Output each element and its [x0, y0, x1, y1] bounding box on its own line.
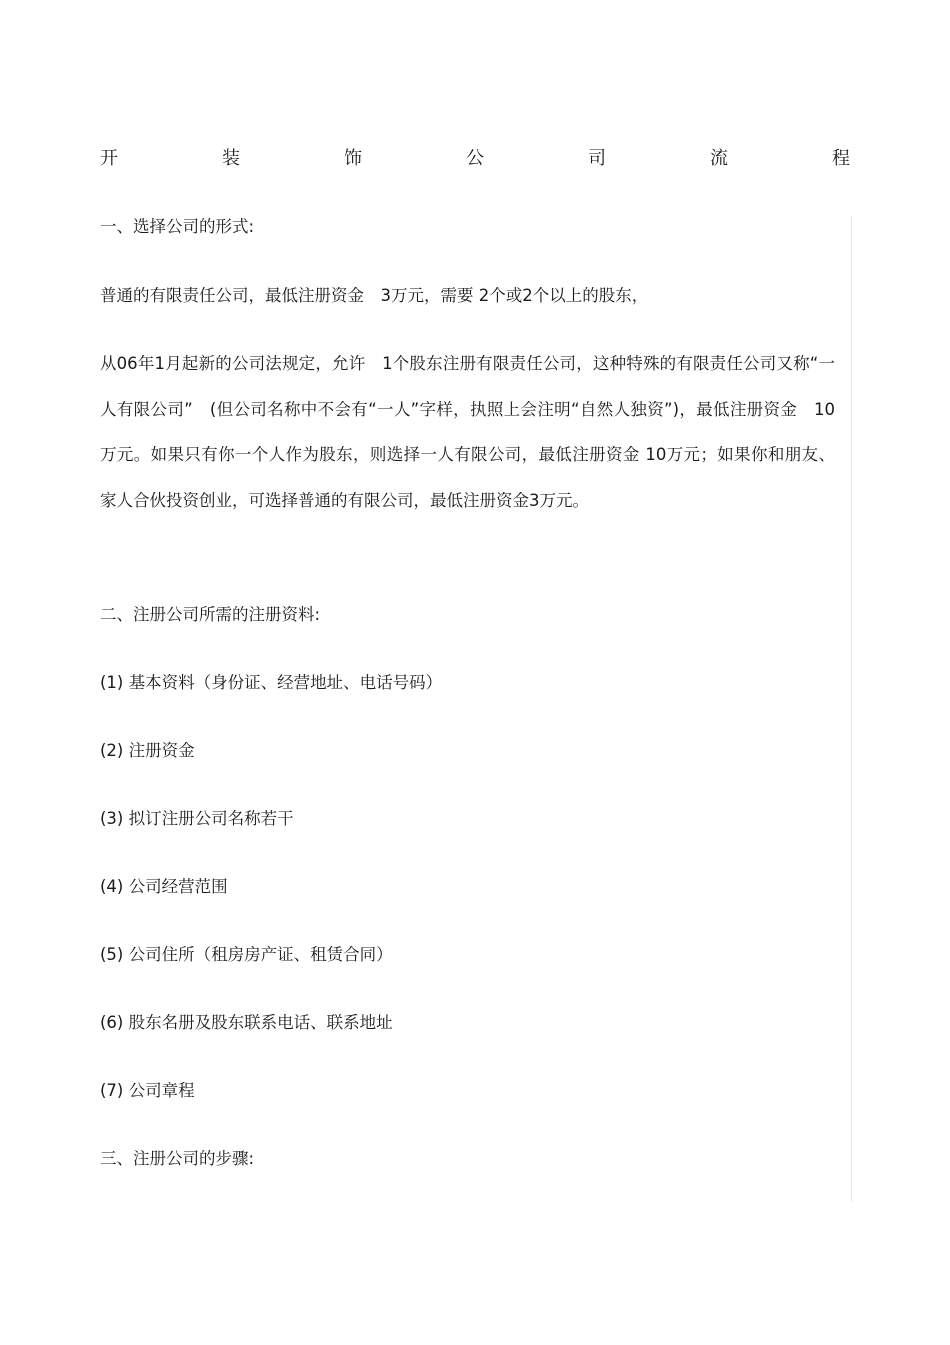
list-item: (5) 公司住所（租房房产证、租赁合同） [100, 945, 393, 964]
list-item: (1) 基本资料（身份证、经营地址、电话号码） [100, 673, 443, 692]
list-item: (4) 公司经营范围 [100, 877, 228, 896]
section-2-heading: 二、注册公司所需的注册资料: [100, 605, 321, 624]
list-item: (3) 拟订注册公司名称若干 [100, 809, 294, 828]
title-char: 公 [466, 148, 484, 169]
list-item: (2) 注册资金 [100, 741, 195, 760]
document-title [100, 146, 850, 172]
list-item: (6) 股东名册及股东联系电话、联系地址 [100, 1013, 393, 1032]
section-1-heading: 一、选择公司的形式: [100, 217, 255, 236]
title-char: 流 [710, 148, 728, 169]
title-char: 程 [832, 148, 850, 169]
section-3-heading: 三、注册公司的步骤: [100, 1149, 255, 1168]
title-char: 装 [222, 148, 240, 169]
section-1-paragraph-2: 从06年1月起新的公司法规定，允许 1个股东注册有限责任公司，这种特殊的有限责任公司又称“一人有限公司” (但公司名称中不会有“一人”字样，执照上会注明“自然人独资”)，最低注册资金 10万元。如果只有你一个人作为股东，则选择一人有限公司，最低注册资金 10万元；如果你和朋友、家人合伙投资创业，可选择普通的有限公司，最低注册资金3万元。 [100, 354, 835, 510]
title-char: 饰 [344, 148, 362, 169]
title-char: 开 [100, 148, 118, 169]
list-item: (7) 公司章程 [100, 1081, 195, 1100]
section-1-paragraph-1: 普通的有限责任公司，最低注册资金 3万元，需要 2个或2个以上的股东， [100, 286, 649, 305]
right-margin-rule [851, 216, 852, 1202]
title-char: 司 [588, 148, 606, 169]
